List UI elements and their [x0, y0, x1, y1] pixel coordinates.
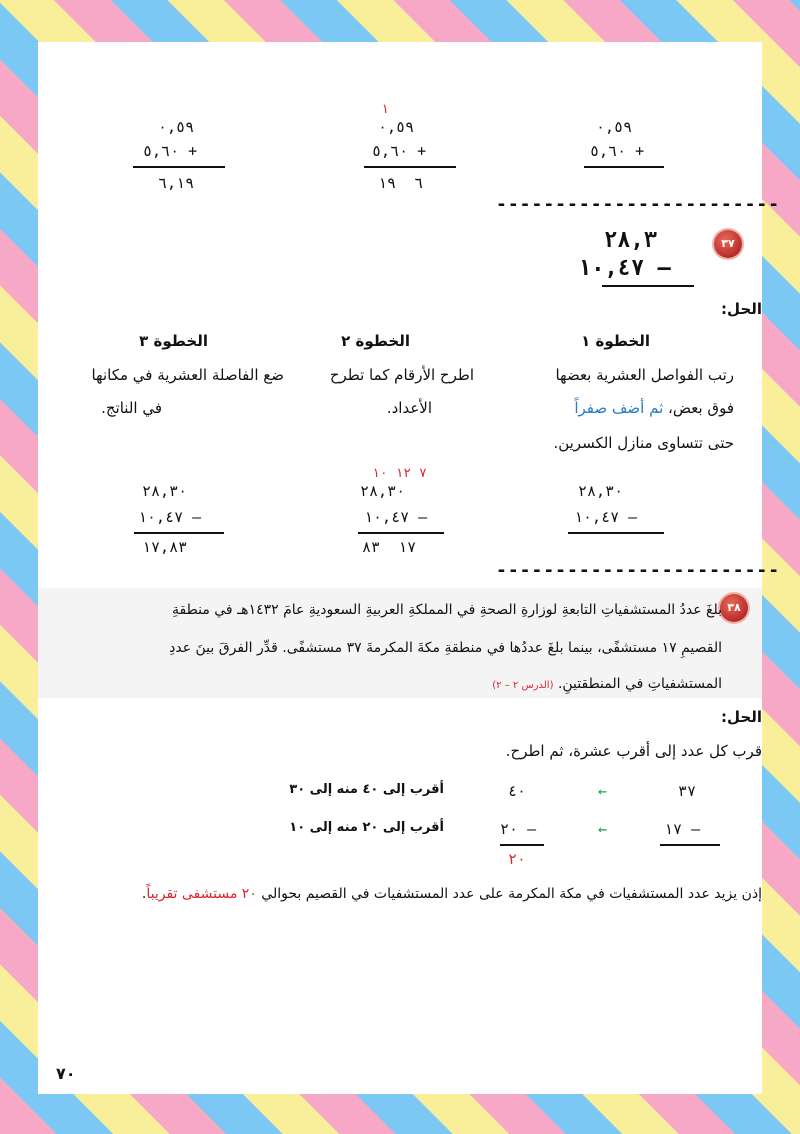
top-col1-line2: ٥,٦٠ +: [143, 142, 198, 160]
q37-step3-title: الخطوة ٣: [139, 332, 208, 350]
top-col2-result: ٦ ١٩: [378, 174, 424, 192]
separator-1: ------------------------: [496, 194, 781, 215]
q38-solution-label: الحل:: [721, 708, 762, 726]
page: [38, 42, 781, 1094]
q38-rule-right: [500, 844, 544, 846]
question-37-badge: ٣٧: [714, 230, 742, 258]
q37-s3-rule: [134, 532, 224, 534]
q38-lesson: (الدرس ٢ – ٢): [492, 680, 554, 691]
q37-step1-text1: رتب الفواصل العشرية بعضها: [555, 366, 734, 384]
q37-step3-text1: ضع الفاصلة العشرية في مكانها: [91, 366, 284, 384]
q37-step2-title: الخطوة ٢: [341, 332, 410, 350]
q38-conclusion-a: إذن يزيد عدد المستشفيات في مكة المكرمة على عدد المستشفيات في القصيم بحوالي: [261, 886, 762, 902]
q37-solution-label: الحل:: [721, 300, 762, 318]
q37-s3-result: ١٧,٨٣: [142, 538, 188, 556]
q38-conclusion: [142, 886, 762, 902]
q37-line2: ١٠,٤٧ –: [578, 256, 671, 281]
q38-conclusion-c: .: [141, 886, 147, 902]
q37-rule: [602, 285, 694, 287]
question-38-badge: ٣٨: [720, 594, 748, 622]
top-col1-rule: [133, 166, 225, 168]
q38-text2: القصيمِ ١٧ مستشفًى، بينما بلغَ عددُها في منطقةِ مكةَ المكرمةَ ٣٧ مستشفًى. قدِّر الفرقَ بينَ عددِ: [169, 640, 722, 656]
top-col1-result: ٦,١٩: [158, 174, 195, 192]
separator-2: ------------------------: [496, 560, 781, 581]
top-col2-line2: ٥,٦٠ +: [372, 142, 427, 160]
page-number: ٧٠: [56, 1064, 76, 1083]
top-col2-rule: [364, 166, 456, 168]
q37-line1: ٢٨,٣: [604, 228, 657, 253]
q37-step2-text1: اطرح الأرقام كما تطرح: [329, 366, 474, 384]
q37-s2-borrow: ٧ ١٢ ١٠: [372, 466, 427, 481]
top-col3-line1: ٠,٥٩: [596, 118, 633, 136]
top-col3-rule: [584, 166, 664, 168]
q38-text3-wrap: [492, 676, 722, 692]
q38-row2-note: أقرب إلى ٢٠ منه إلى ١٠: [289, 820, 444, 835]
top-col2-carry: ١: [381, 102, 389, 117]
q37-step3-text2: في الناتج.: [101, 399, 162, 417]
q38-instruction: قرب كل عدد إلى أقرب عشرة، ثم اطرح.: [505, 742, 762, 760]
q38-row2-original: ١٧ –: [664, 820, 701, 838]
q38-row2-rounded: ٢٠ –: [500, 820, 537, 838]
q38-row1-note: أقرب إلى ٤٠ منه إلى ٣٠: [289, 782, 444, 797]
q37-step1-text2b: ثم أضف صفراً: [574, 399, 664, 417]
q37-s1-line2: ١٠,٤٧ –: [574, 508, 638, 526]
q37-step2-text2: الأعداد.: [386, 399, 432, 417]
q38-conclusion-b: ٢٠ مستشفى تقريباً: [146, 886, 257, 902]
q37-s1-line1: ٢٨,٣٠: [578, 482, 624, 500]
q38-text1: بلغَ عددُ المستشفياتِ التابعةِ لوزارةِ الصحةِ في المملكةِ العربيةِ السعوديةِ عامَ ١٤٣٢هـ في منطقةِ: [172, 602, 722, 618]
q37-s1-rule: [568, 532, 664, 534]
top-col1-line1: ٠,٥٩: [158, 118, 195, 136]
q37-step1-text2: [574, 399, 734, 417]
q38-rule-left: [660, 844, 720, 846]
q37-s2-line1: ٢٨,٣٠: [360, 482, 406, 500]
top-col2-line1: ٠,٥٩: [378, 118, 415, 136]
q37-s3-line2: ١٠,٤٧ –: [138, 508, 202, 526]
q37-step1-text3: حتى تتساوى منازل الكسرين.: [553, 434, 734, 452]
q38-row1-original: ٣٧: [678, 782, 697, 800]
q37-step1-text2a: فوق بعض،: [668, 399, 734, 417]
q37-s2-line2: ١٠,٤٧ –: [364, 508, 428, 526]
q38-row1-arrow: ←: [598, 782, 608, 800]
q38-row2-arrow: ←: [598, 820, 608, 838]
q38-row1-rounded: ٤٠: [508, 782, 527, 800]
q37-s3-line1: ٢٨,٣٠: [142, 482, 188, 500]
q37-s2-rule: [358, 532, 444, 534]
q37-s2-result: ١٧ ٨٣: [362, 538, 417, 556]
q38-result: ٢٠: [508, 850, 527, 868]
q38-text3: المستشفياتِ في المنطقتينِ.: [557, 676, 722, 692]
q37-step1-title: الخطوة ١: [581, 332, 650, 350]
top-col3-line2: ٥,٦٠ +: [590, 142, 645, 160]
